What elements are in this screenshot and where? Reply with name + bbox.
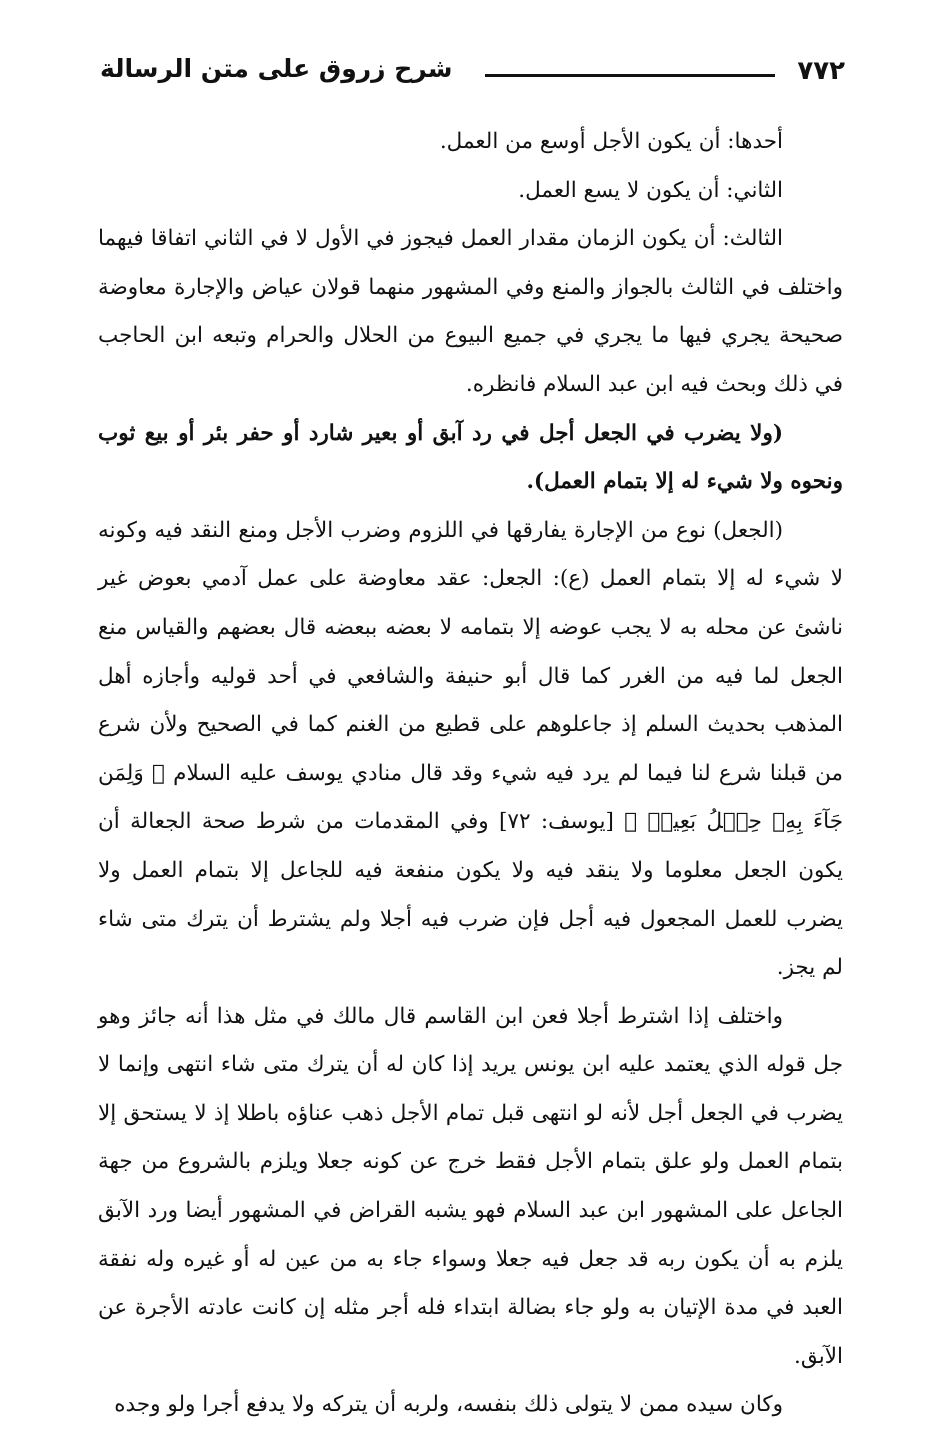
paragraph-jual-definition: (الجعل) نوع من الإجارة يفارقها في اللزوم وضرب الأجل ومنع النقد فيه وكونه لا شيء له إلا بتمام العمل (ع): الجعل: عقد معاوضة على عمل آدمي بعوض غير ناشئ عن محله به لا يجب عوضه إلا بتمامه لا بعضه ببعضه قال بعضهم والقياس منع الجعل لما فيه من الغرر كما قال أبو حنيفة والشافعي في أحد قوليه وأجازه أهل المذهب بحديث السلم إذ جاعلوهم على قطيع من الغنم كما في الصحيح ولأن شرع من قبلنا شرع لنا فيما لم يرد فيه شيء وقد قال منادي يوسف عليه السلام ﴿ وَلِمَن جَآءَ بِهِۦ حِمۡلُ بَعِيرٖ ﴾ [يوسف: ٧٢] وفي المقدمات من شرط صحة الجعالة أن يكون الجعل معلوما ولا ينقد فيه ولا يكون منفعة فيه للجاعل إلا بتمام العمل ولا يضرب للعمل المجعول فيه أجل فإن ضرب فيه أجلا ولم يشترط أن يترك متى شاء لم يجز. (98, 517, 844, 981)
paragraph-third: الثالث: أن يكون الزمان مقدار العمل فيجوز في الأول لا في الثاني اتفاقا فيهما واختلف في الثالث بالجواز والمنع وفي المشهور منهما قولان عياض والإجارة معاوضة صحيحة يجري فيها ما يجري في جميع البيوع من الحلال والحرام وتبعه ابن الحاجب في ذلك وبحث فيه ابن عبد السلام فانظره. (98, 226, 843, 397)
paragraph-second: الثاني: أن يكون لا يسع العمل. (518, 177, 783, 203)
paragraph-ikhtilaf: واختلف إذا اشترط أجلا فعن ابن القاسم قال مالك في مثل هذا أنه جائز وهو جل قوله الذي يعتمد عليه ابن يونس يريد إذا كان له أن يترك متى شاء انتهى وإنما لا يضرب في الجعل أجل لأنه لو انتهى قبل تمام الأجل ذهب عناؤه باطلا إذ لا يستحق إلا بتمام العمل ولو علق بتمام الأجل فقط خرج عن كونه جعلا ويلزم بالشروع من جهة الجاعل على المشهور ابن عبد السلام فهو يشبه القراض في المشهور أيضا ورد الآبق يلزم به أن يكون ربه قد جعل فيه جعلا وسواء جاء به من عين له أو غيره وله نفقة العبد في مدة الإتيان به ولو جاء بضالة ابتداء فله أجر مثله إن كانت عادته الأجرة عن الآبق. (98, 1003, 843, 1369)
matn-quote: (ولا يضرب في الجعل أجل في رد آبق أو بعير شارد أو حفر بئر أو بيع ثوب ونحوه ولا شيء له إلا بتمام العمل). (98, 420, 843, 495)
header-rule (485, 74, 775, 77)
paragraph-first: أحدها: أن يكون الأجل أوسع من العمل. (439, 129, 783, 154)
page-number: ٧٧٢ (797, 56, 845, 86)
body-text (98, 118, 843, 1430)
paragraph-last: وكان سيده ممن لا يتولى ذلك بنفسه، ولربه أن يتركه ولا يدفع أجرا ولو وجده (114, 1392, 783, 1418)
running-title: شرح زروق على متن الرسالة (100, 54, 453, 83)
page-header (100, 52, 845, 96)
